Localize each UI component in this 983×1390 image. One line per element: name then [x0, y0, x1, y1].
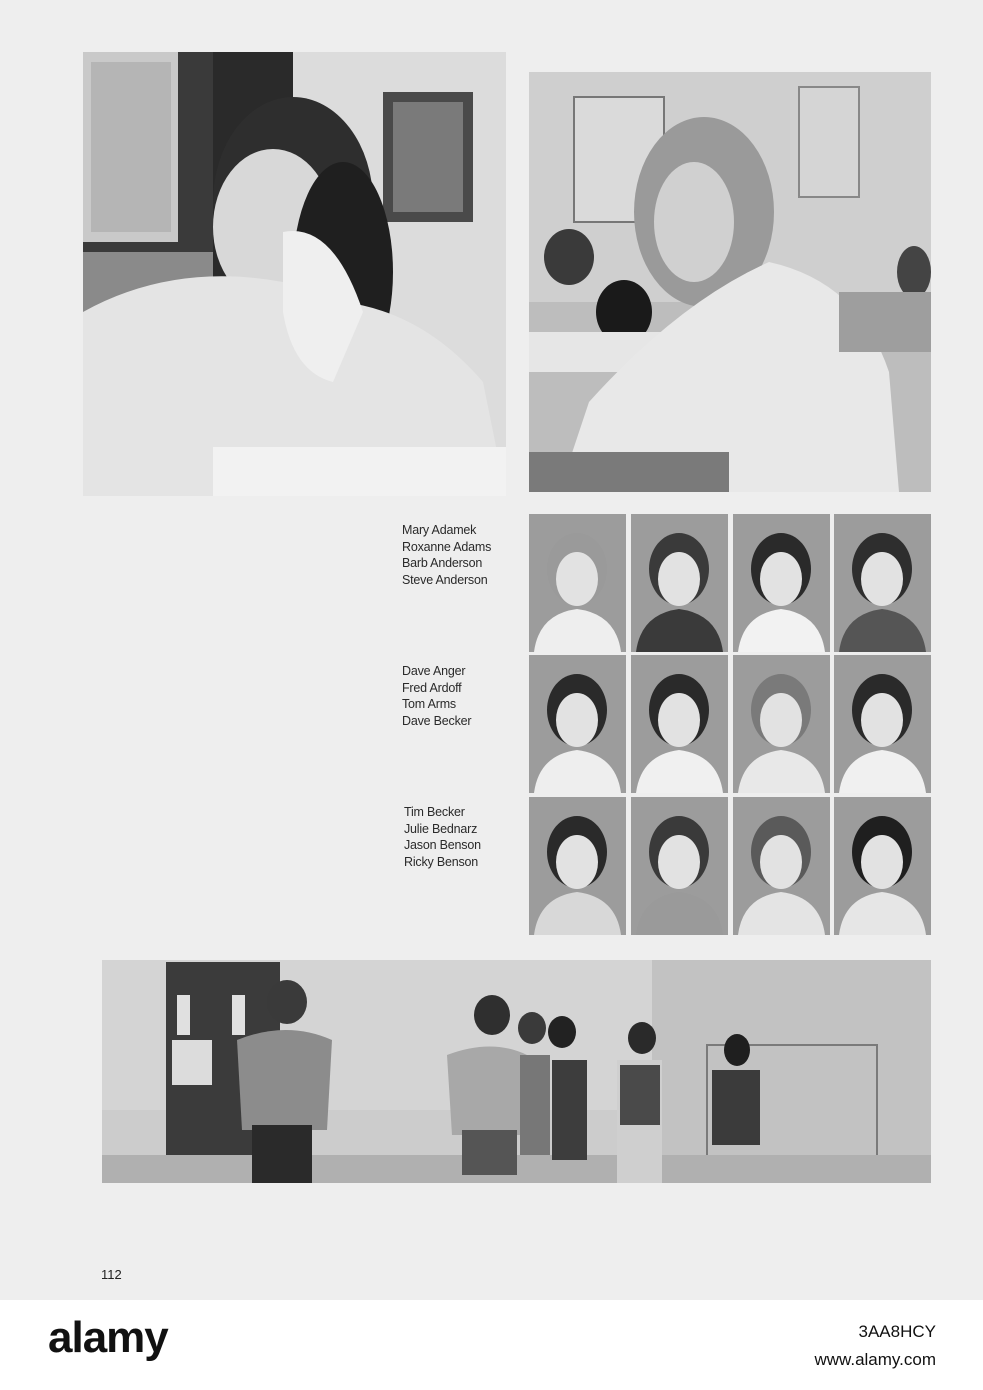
page-number: 112	[101, 1267, 122, 1282]
student-name: Barb Anderson	[402, 556, 483, 570]
student-portrait	[834, 797, 931, 935]
student-portrait	[834, 655, 931, 793]
candid-photo-gym-students	[102, 960, 931, 1183]
student-name: Mary Adamek	[402, 523, 477, 537]
student-name: Roxanne Adams	[402, 539, 492, 554]
student-portrait	[529, 797, 626, 935]
student-portrait	[733, 797, 830, 935]
student-name: Jason Benson	[404, 838, 481, 852]
student-portrait	[529, 655, 626, 793]
student-portrait	[631, 655, 728, 793]
student-portrait	[631, 514, 728, 652]
candid-photo-girl-classroom	[529, 72, 931, 492]
student-name: Tim Becker	[404, 805, 465, 819]
student-portrait	[529, 514, 626, 652]
candid-photo-girl-chin-on-hand	[83, 52, 506, 496]
site-url: www.alamy.com	[814, 1350, 936, 1369]
image-id: 3AA8HCY	[858, 1322, 936, 1341]
name-list-row-2	[402, 663, 471, 729]
student-name: Dave Becker	[402, 713, 472, 728]
student-name: Fred Ardoff	[402, 680, 462, 695]
student-name: Ricky Benson	[404, 854, 479, 869]
alamy-logo: alamy	[48, 1313, 168, 1362]
student-name: Dave Anger	[402, 664, 466, 678]
student-name: Julie Bednarz	[404, 821, 478, 836]
footer-bar	[0, 1300, 983, 1390]
student-portrait	[631, 797, 728, 935]
student-portrait	[733, 514, 830, 652]
student-name: Tom Arms	[402, 697, 456, 711]
student-portrait	[834, 514, 931, 652]
student-portrait	[733, 655, 830, 793]
name-list-row-1	[402, 522, 491, 588]
student-name: Steve Anderson	[402, 572, 488, 587]
name-list-row-3	[404, 804, 481, 870]
